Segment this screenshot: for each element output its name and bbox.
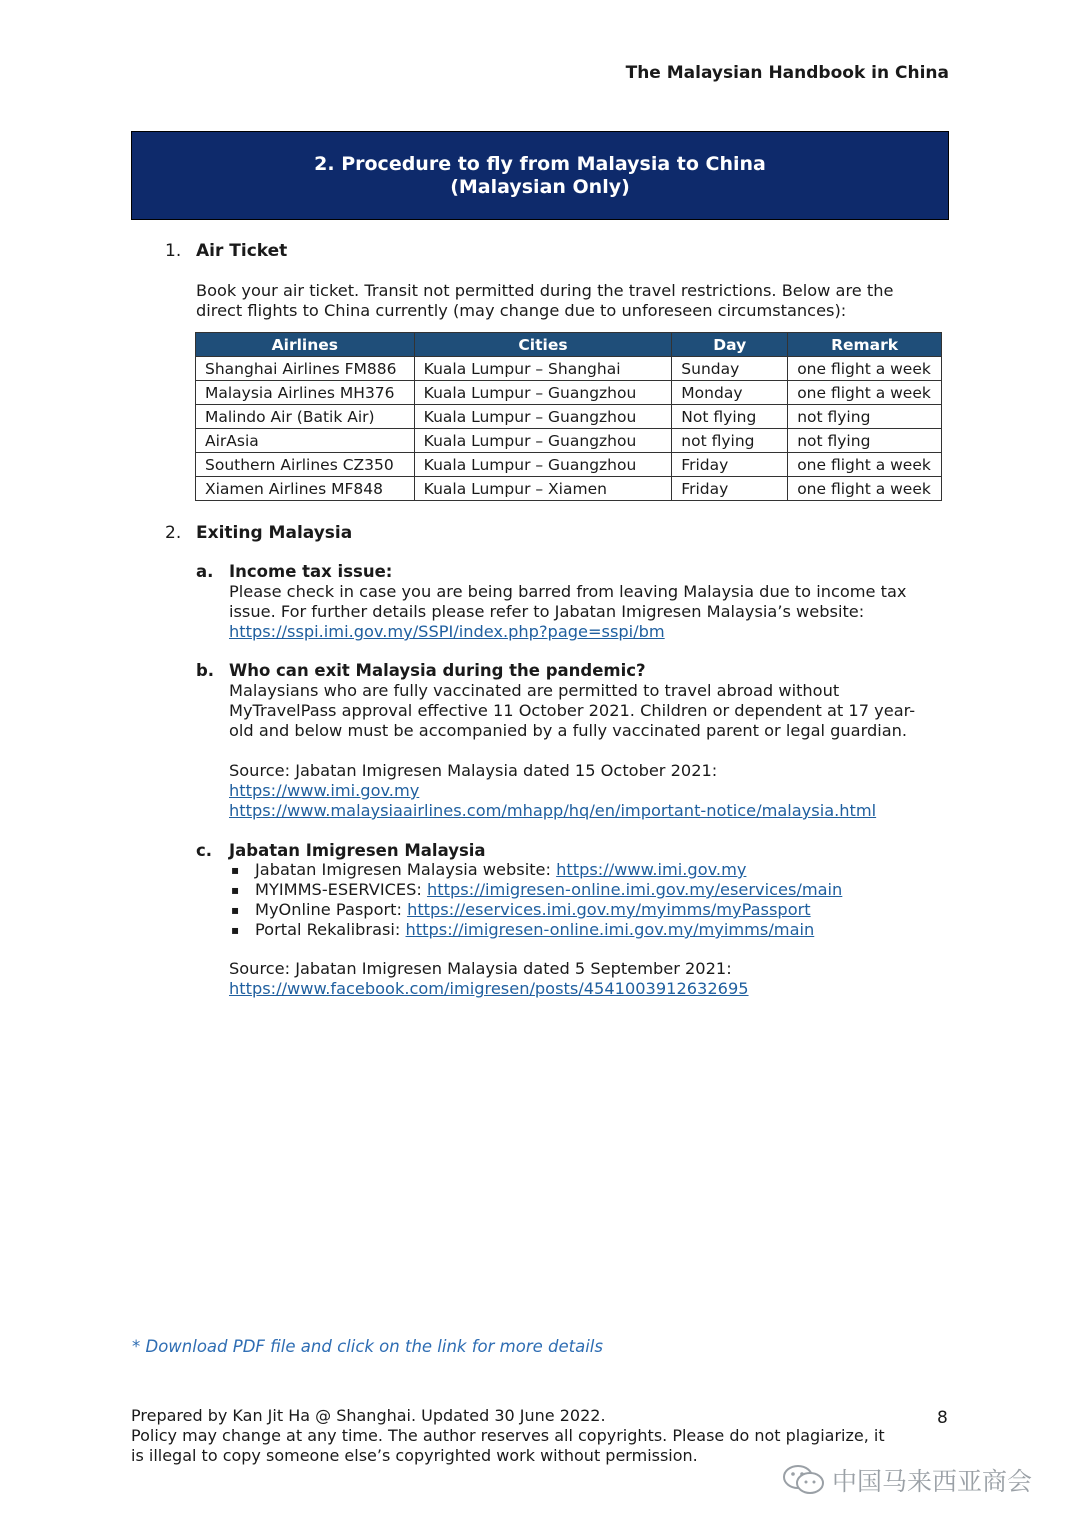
download-note: * Download PDF file and click on the link for more details: [132, 1337, 603, 1356]
table-row: [196, 477, 942, 501]
list-item: ▪ MYIMMS-ESERVICES: https://imigresen-online.imi.gov.my/eservices/main: [229, 880, 842, 900]
table-header: Airlines: [196, 333, 415, 357]
table-header: Cities: [414, 333, 672, 357]
table-cell: one flight a week: [788, 381, 942, 405]
income-tax-link[interactable]: https://sspi.imi.gov.my/SSPI/index.php?page=sspi/bm: [229, 622, 665, 641]
section-banner: [131, 131, 949, 220]
table-cell: Kuala Lumpur – Guangzhou: [414, 429, 672, 453]
subsection-c-source: Source: Jabatan Imigresen Malaysia dated 5 September 2021:: [229, 959, 732, 978]
list-item: ▪ Portal Rekalibrasi: https://imigresen-online.imi.gov.my/myimms/main: [229, 920, 842, 940]
table-cell: one flight a week: [788, 357, 942, 381]
table-cell: Kuala Lumpur – Shanghai: [414, 357, 672, 381]
subsection-b-text: [229, 681, 949, 741]
table-cell: Xiamen Airlines MF848: [196, 477, 415, 501]
table-cell: Friday: [672, 477, 788, 501]
table-cell: Kuala Lumpur – Guangzhou: [414, 381, 672, 405]
subsection-b-letter: b.: [196, 661, 215, 680]
table-cell: Monday: [672, 381, 788, 405]
table-cell: Malaysia Airlines MH376: [196, 381, 415, 405]
list-item: ▪ MyOnline Pasport: https://eservices.imi.gov.my/myimms/myPassport: [229, 900, 842, 920]
footer-line: is illegal to copy someone else’s copyrighted work without permission.: [131, 1446, 698, 1465]
imigresen-links-list: [229, 860, 842, 940]
section-1-title: Air Ticket: [196, 241, 288, 261]
section-1-text: Book your air ticket. Transit not permitted during the travel restrictions. Below are the direct flights to China currently (may change due to unforeseen circumstances):: [196, 281, 894, 320]
table-row: [196, 429, 942, 453]
table-cell: Malindo Air (Batik Air): [196, 405, 415, 429]
table-row: [196, 405, 942, 429]
table-cell: Kuala Lumpur – Guangzhou: [414, 453, 672, 477]
table-cell: not flying: [788, 429, 942, 453]
rekalibrasi-link[interactable]: https://imigresen-online.imi.gov.my/myimms/main: [405, 920, 815, 939]
watermark: [782, 1462, 1032, 1498]
section-1-number: 1.: [165, 241, 182, 261]
subsection-a-title: Income tax issue:: [229, 562, 393, 581]
subsection-c-title: Jabatan Imigresen Malaysia: [229, 841, 486, 860]
subsection-b-line: old and below must be accompanied by a fully vaccinated parent or legal guardian.: [229, 721, 908, 740]
table-header-row: [196, 333, 942, 357]
table-cell: Friday: [672, 453, 788, 477]
running-header: The Malaysian Handbook in China: [625, 63, 949, 83]
footer-line: Prepared by Kan Jit Ha @ Shanghai. Updated 30 June 2022.: [131, 1406, 606, 1425]
table-cell: Shanghai Airlines FM886: [196, 357, 415, 381]
section-2-number: 2.: [165, 523, 182, 543]
table-row: [196, 357, 942, 381]
table-cell: Not flying: [672, 405, 788, 429]
page-number: 8: [937, 1408, 948, 1428]
facebook-post-link[interactable]: https://www.facebook.com/imigresen/posts/4541003912632695: [229, 979, 749, 998]
table-cell: Kuala Lumpur – Guangzhou: [414, 405, 672, 429]
banner-title: 2. Procedure to fly from Malaysia to China: [314, 152, 766, 175]
table-cell: not flying: [788, 405, 942, 429]
table-cell: not flying: [672, 429, 788, 453]
table-cell: Sunday: [672, 357, 788, 381]
flights-table: [195, 332, 942, 501]
table-cell: Kuala Lumpur – Xiamen: [414, 477, 672, 501]
watermark-text: 中国马来西亚商会: [832, 1467, 1033, 1496]
table-cell: AirAsia: [196, 429, 415, 453]
subsection-b-line: MyTravelPass approval effective 11 October 2021. Children or dependent at 17 year-: [229, 701, 916, 720]
imi-website-link[interactable]: https://www.imi.gov.my: [556, 860, 747, 879]
subsection-a-text: Please check in case you are being barred from leaving Malaysia due to income tax issue. For further details please refer to Jabatan Imigresen Malaysia’s website:: [229, 582, 907, 621]
malaysia-airlines-link[interactable]: https://www.malaysiaairlines.com/mhapp/hq/en/important-notice/malaysia.html: [229, 801, 877, 820]
footer-text: [131, 1406, 911, 1466]
table-cell: one flight a week: [788, 453, 942, 477]
subsection-b-source: Source: Jabatan Imigresen Malaysia dated 15 October 2021:: [229, 761, 718, 780]
table-cell: one flight a week: [788, 477, 942, 501]
footer-line: Policy may change at any time. The author reserves all copyrights. Please do not plagiarize, it: [131, 1426, 885, 1445]
subsection-b-line: Malaysians who are fully vaccinated are permitted to travel abroad without: [229, 681, 840, 700]
mypassport-link[interactable]: https://eservices.imi.gov.my/myimms/myPassport: [407, 900, 811, 919]
table-header: Remark: [788, 333, 942, 357]
subsection-c-letter: c.: [196, 841, 213, 860]
table-header: Day: [672, 333, 788, 357]
table-row: [196, 381, 942, 405]
eservices-link[interactable]: https://imigresen-online.imi.gov.my/eservices/main: [427, 880, 843, 899]
list-item: ▪ Jabatan Imigresen Malaysia website: https://www.imi.gov.my: [229, 860, 842, 880]
subsection-a-letter: a.: [196, 562, 214, 581]
imi-website-link[interactable]: https://www.imi.gov.my: [229, 781, 420, 800]
table-row: [196, 453, 942, 477]
table-cell: Southern Airlines CZ350: [196, 453, 415, 477]
wechat-icon: [782, 1463, 826, 1497]
section-2-title: Exiting Malaysia: [196, 523, 353, 543]
banner-subtitle: (Malaysian Only): [450, 175, 630, 198]
subsection-b-title: Who can exit Malaysia during the pandemic?: [229, 661, 646, 680]
